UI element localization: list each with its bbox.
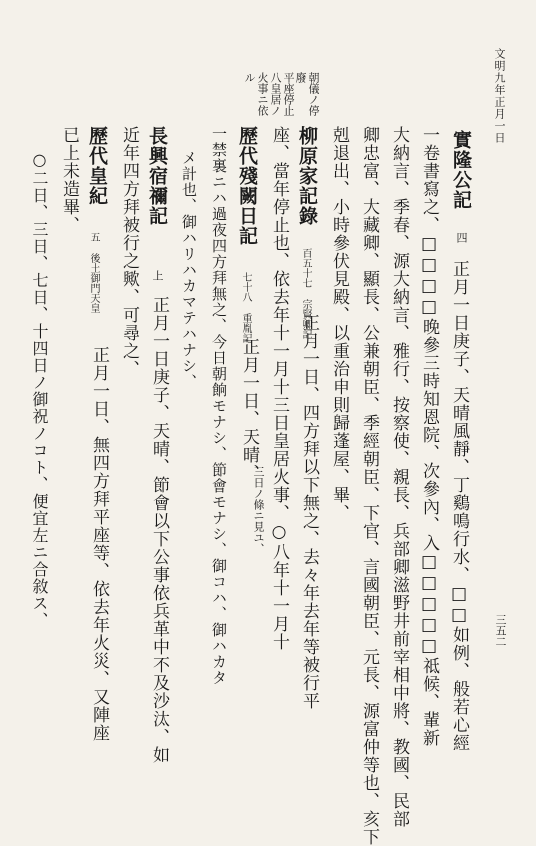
source-title-yanagiwara: 柳原家記錄	[296, 126, 318, 226]
summary-note: ○二日、三日、七日、十四日ノ御祝ノコト、便宜左ニ合敘ス、	[30, 150, 49, 629]
source-title-rekidai-zanketsu: 歷代殘闕日記	[236, 126, 258, 246]
running-header: 文明九年正月一日	[493, 48, 506, 144]
source-title-rekidai-koki: 歷代皇紀	[86, 126, 108, 206]
text-line: 一禁裏ニハ過夜四方拜無之、今日朝餉モナシ、節會モナシ、御コハ、御ハカタ	[210, 126, 228, 686]
source-volume-nagaoki: 上	[151, 270, 164, 281]
text-line: 正月一日、天晴、	[239, 338, 259, 482]
text-note: 三日ノ條ニ見ユ、	[252, 466, 265, 554]
text-line: 已上未造畢、	[59, 126, 79, 234]
text-line: 正月一日庚子、天晴風靜、丁鷄鳴行水、□□如例、般若心經	[449, 260, 469, 752]
text-line: 卿忠富、大藏卿、顯長、公兼朝臣、季經朝臣、下官、言國朝臣、元長、源富仲等也、亥下	[359, 126, 379, 846]
text-line: 座、當年停止也、依去年十一月十三日皇居火事、○八年十一月十	[269, 126, 289, 651]
source-volume-rekidai-koki: 五 後土御門天皇	[88, 232, 99, 313]
text-line: 近年四方拜被行之歟、可尋之、	[119, 126, 139, 378]
source-volume-yanagiwara: 百五十七 宗賢卿記	[300, 248, 311, 339]
text-line: メ計也、御ハリハカマテハナシ、	[180, 150, 198, 390]
margin-note-6: ル	[243, 72, 256, 83]
margin-note-4: 八皇居ノ	[269, 72, 282, 116]
text-line: 正月一日庚子、天晴、節會以下公事依兵革中不及沙汰、如	[149, 296, 169, 764]
text-line: 正月一日、無四方拜平座等、依去年火災、又陣座	[89, 346, 109, 742]
source-title-sanetaka: 實隆公記	[450, 130, 472, 210]
margin-note-2: 廢	[294, 72, 307, 83]
source-volume-sanetaka: 四	[455, 232, 468, 243]
page-number: 三五二	[494, 614, 507, 647]
text-line: 剋退出、小時參伏見殿、以重治申則歸蓬屋、畢、	[329, 126, 349, 522]
source-volume-rekidai-zanketsu: 七十八 重胤記	[240, 272, 251, 343]
margin-note-5: 火事ニ依	[256, 72, 269, 116]
source-title-nagaoki: 長興宿禰記	[146, 126, 168, 226]
text-line: 正月一日、四方拜以下無之、去々年去年等被行平	[299, 314, 319, 710]
margin-note-1: 朝儀ノ停	[307, 72, 320, 116]
text-line: 一卷書寫之、□□□□晚參三時知恩院、次參內、入□□□□□祗候、輩新	[419, 126, 439, 747]
text-line: 大納言、季春、源大納言、雅行、按察使、親長、兵部卿滋野井前宰相中將、教國、民部	[389, 126, 409, 828]
margin-note-3: 平座停止	[282, 72, 295, 116]
